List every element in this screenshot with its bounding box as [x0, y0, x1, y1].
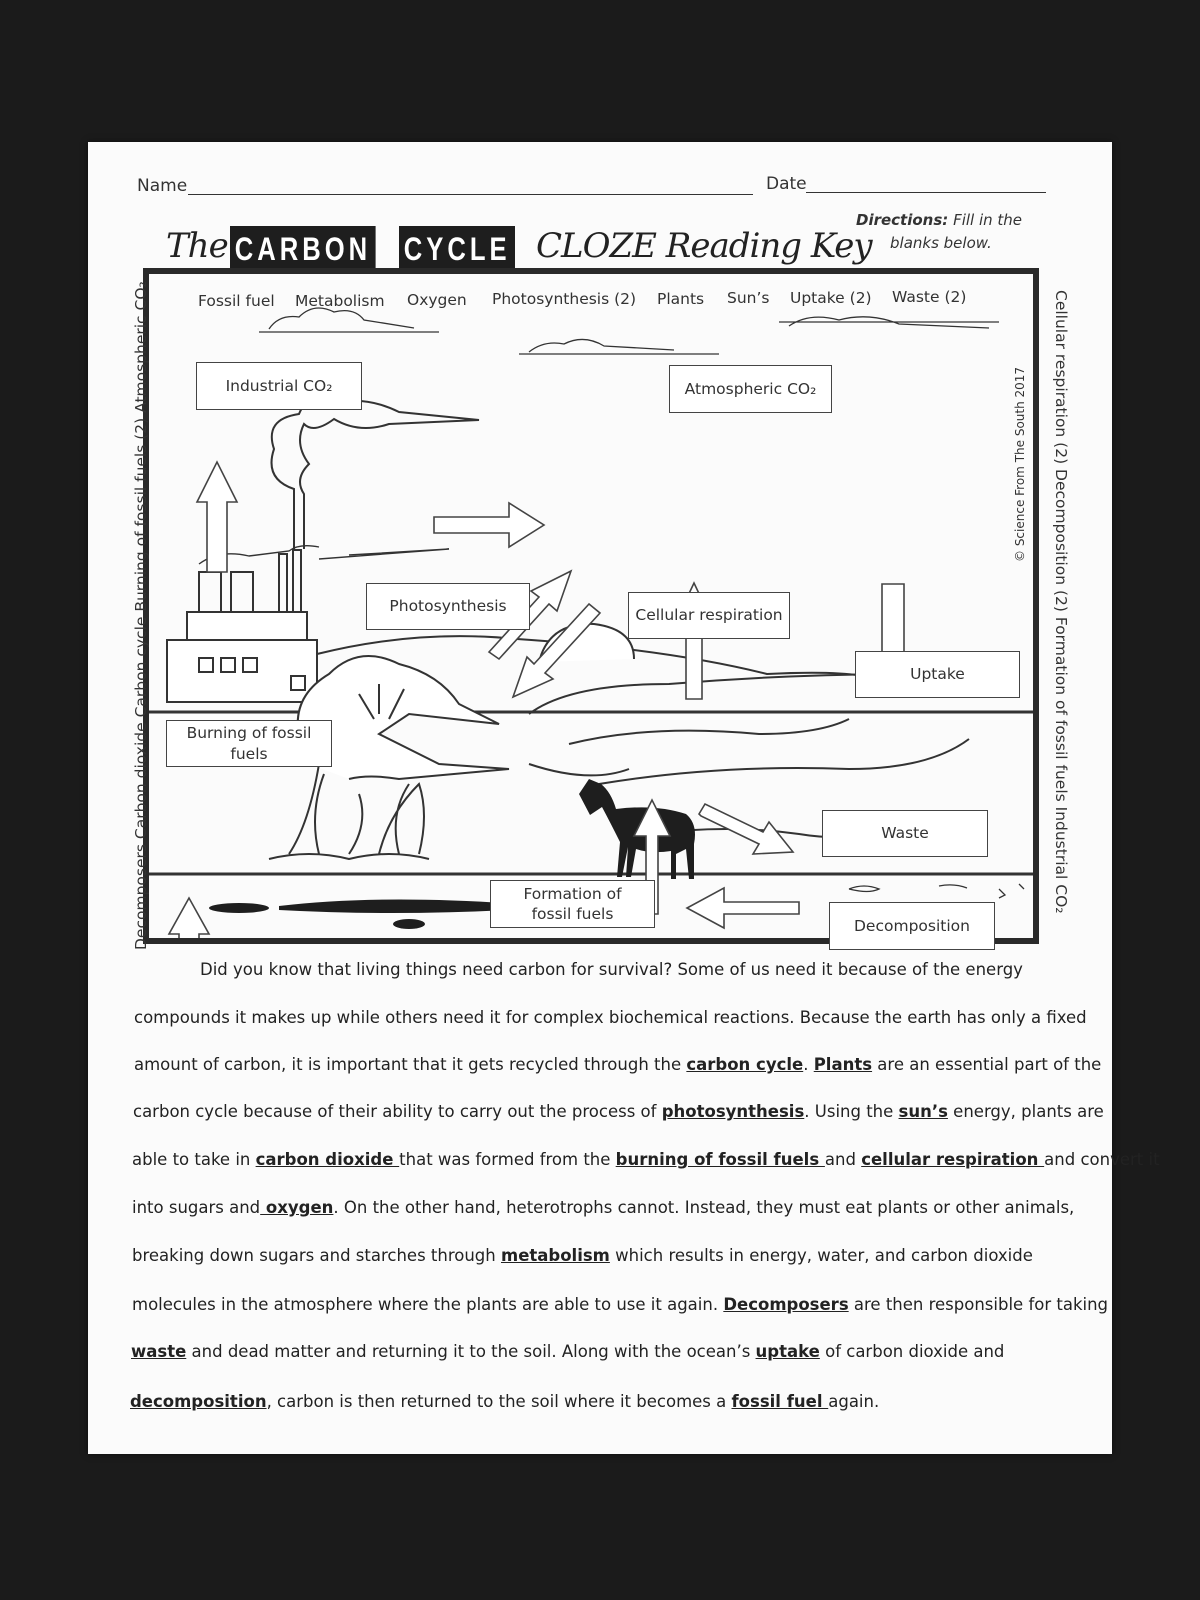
word-bank-item: Plants	[657, 290, 705, 308]
name-label: Name	[137, 176, 188, 196]
box-photosynthesis: Photosynthesis	[366, 583, 530, 630]
box-uptake: Uptake	[855, 651, 1020, 698]
box-waste: Waste	[822, 810, 988, 857]
answer-word: waste	[131, 1342, 187, 1361]
answer-word: fossil fuel	[731, 1392, 829, 1411]
answer-word: photosynthesis	[661, 1102, 805, 1121]
paragraph-line	[130, 1392, 879, 1411]
word-bank-item: Waste (2)	[892, 288, 967, 306]
directions-label: Directions:	[856, 211, 949, 229]
date-field[interactable]	[806, 192, 1046, 193]
paragraph-text: that was formed from the	[399, 1150, 616, 1169]
answer-word: uptake	[755, 1342, 820, 1361]
answer-word: cellular respiration	[861, 1150, 1045, 1169]
box-atmospheric-co2: Atmospheric CO₂	[669, 365, 832, 413]
title-the: The	[166, 226, 228, 266]
arrow-up-icon	[197, 462, 237, 572]
paragraph-text: are an essential part of the	[872, 1055, 1102, 1074]
paragraph-text: and	[824, 1150, 862, 1169]
paragraph-text: carbon cycle because of their ability to carry out the process of	[133, 1102, 662, 1121]
factory-icon	[167, 550, 317, 702]
box-formation-fossil-fuels: Formation of fossil fuels	[490, 880, 655, 928]
paragraph-text: Did you know that living things need carbon for survival? Some of us need it because of the energy	[200, 960, 1023, 979]
date-label: Date	[766, 174, 807, 194]
paragraph-line	[132, 1198, 1074, 1217]
paragraph-text: . On the other hand, heterotrophs cannot. Instead, they must eat plants or other animals,	[333, 1198, 1075, 1217]
paragraph-text: .	[803, 1055, 814, 1074]
answer-word: metabolism	[501, 1246, 610, 1265]
word-bank-item: Metabolism	[295, 292, 385, 310]
word-bank-left: Decomposers Carbon dioxide Carbon cycle Burning of fossil fuels (2) Atmospheric CO₂	[132, 281, 150, 950]
word-bank-item: Uptake (2)	[790, 289, 872, 307]
paragraph-text: of carbon dioxide and	[819, 1342, 1005, 1361]
directions-text: Fill in the	[953, 211, 1023, 229]
word-bank-right: Cellular respiration (2) Decomposition (2) Formation of fossil fuels Industrial CO₂	[1052, 290, 1070, 914]
box-cellular-respiration: Cellular respiration	[628, 592, 790, 639]
paragraph-text: are then responsible for taking	[848, 1295, 1109, 1314]
word-bank-item: Fossil fuel	[198, 292, 275, 310]
arrow-left-icon	[687, 888, 799, 928]
directions	[856, 211, 1022, 229]
paragraph-text: amount of carbon, it is important that it gets recycled through the	[134, 1055, 687, 1074]
paragraph-text: and convert it	[1044, 1150, 1160, 1169]
paragraph-line	[133, 1102, 1104, 1121]
title-cycle: CYCLE	[399, 226, 515, 270]
arrow-right-icon	[434, 503, 544, 547]
paragraph-line	[131, 1342, 1004, 1361]
title-carbon: CARBON	[230, 226, 376, 270]
paragraph-text: into sugars and	[132, 1198, 261, 1217]
paragraph-text: , carbon is then returned to the soil where it becomes a	[266, 1392, 732, 1411]
smoke-icon	[199, 398, 479, 564]
answer-word: carbon dioxide	[255, 1150, 400, 1169]
box-decomposition: Decomposition	[829, 902, 995, 950]
title-cloze: CLOZE Reading Key	[536, 226, 872, 266]
answer-word: burning of fossil fuels	[615, 1150, 825, 1169]
paragraph-text: and dead matter and returning it to the soil. Along with the ocean’s	[186, 1342, 756, 1361]
paragraph-line	[132, 1246, 1033, 1265]
paragraph-line	[134, 1008, 1087, 1027]
cloud-icon	[259, 308, 999, 354]
paragraph-text: compounds it makes up while others need it for complex biochemical reactions. Because the earth has only a fixed	[134, 1008, 1087, 1027]
paragraph-text: which results in energy, water, and carbon dioxide	[609, 1246, 1033, 1265]
word-bank-item: Photosynthesis (2)	[492, 290, 637, 308]
fossil-fuel-deposit-icon	[209, 899, 527, 929]
name-field[interactable]	[188, 194, 753, 195]
answer-word: carbon cycle	[686, 1055, 804, 1074]
paragraph-text: again.	[828, 1392, 880, 1411]
paragraph-line	[200, 960, 1023, 979]
arrow-up-icon	[169, 898, 209, 938]
worksheet-page	[88, 142, 1160, 1454]
decomposition-debris-icon	[849, 879, 1033, 898]
answer-word: Plants	[813, 1055, 873, 1074]
paragraph-line	[134, 1055, 1101, 1074]
answer-word: sun’s	[898, 1102, 948, 1121]
copyright: © Science From The South 2017	[1013, 366, 1027, 562]
answer-word: decomposition	[130, 1392, 267, 1411]
word-bank-item: Sun’s	[727, 289, 770, 307]
paragraph-line	[132, 1150, 1160, 1169]
paragraph-text: energy, plants are	[947, 1102, 1104, 1121]
box-burning-fossil-fuels: Burning of fossil fuels	[166, 720, 332, 767]
paragraph-line	[132, 1295, 1108, 1314]
word-bank-item: Oxygen	[407, 291, 467, 309]
paragraph-text: molecules in the atmosphere where the plants are able to use it again.	[132, 1295, 724, 1314]
paragraph-text: breaking down sugars and starches through	[132, 1246, 501, 1265]
answer-word: oxygen	[260, 1198, 334, 1217]
answer-word: Decomposers	[723, 1295, 849, 1314]
paragraph-text: able to take in	[132, 1150, 256, 1169]
directions-line2: blanks below.	[890, 234, 992, 252]
box-industrial-co2: Industrial CO₂	[196, 362, 362, 410]
paragraph-text: . Using the	[804, 1102, 899, 1121]
